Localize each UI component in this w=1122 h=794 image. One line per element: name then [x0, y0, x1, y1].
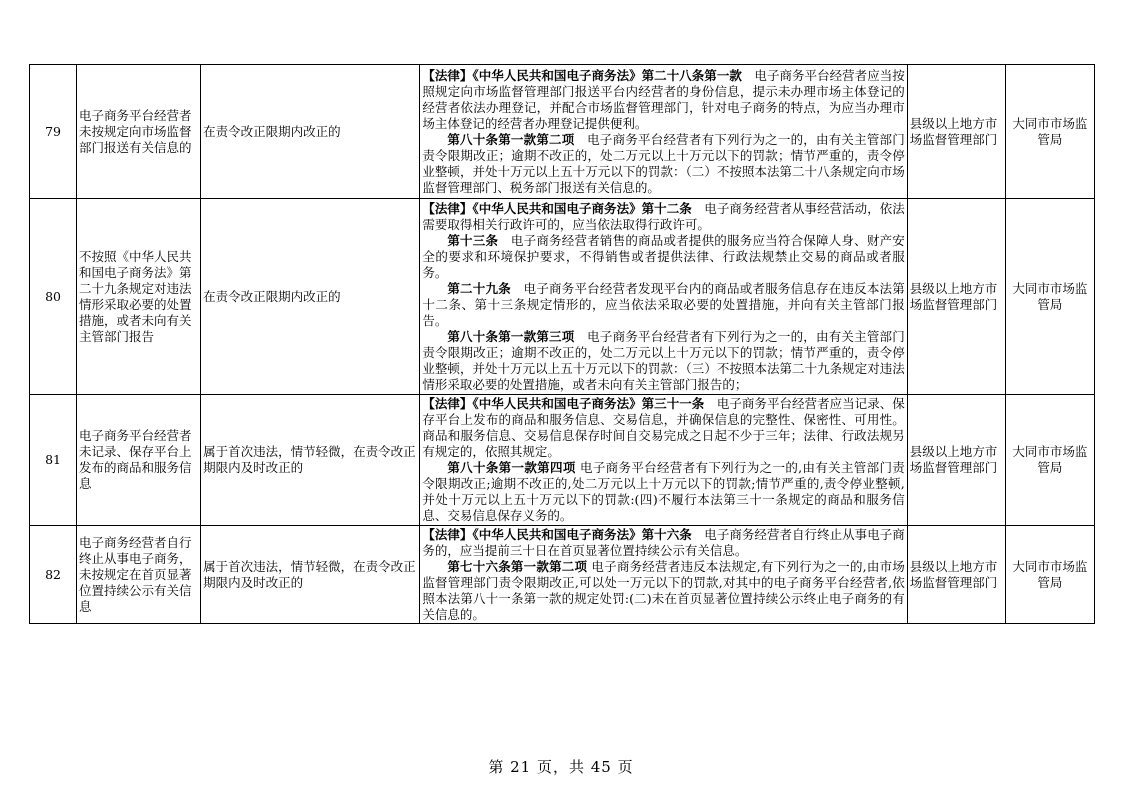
legal-basis: 【法律】《中华人民共和国电子商务法》第二十八条第一款 电子商务平台经营者应当按照规定向市场监督管理部门报送平台内经营者的身份信息，提示未办理市场主体登记的经营者依法办理登记，并配合市场监督管理部门，针对电子商务的特点，为应当办理市场主体登记的经营者办理登记提供便利。 第八十条第一款第二项 电子商务平台经营者有下列行为之一的，由有关主管部门责令限期改正；逾期不改正的，处二万元以上十万元以下的罚款；情节严重的，责令停业整顿，并处十万元以上五十万元以下的罚款：（二）不按照本法第二十八条规定向市场监督管理部门、税务部门报送有关信息的。	[420, 65, 907, 199]
violation-item: 电子商务平台经营者未按规定向市场监督部门报送有关信息的	[77, 65, 201, 199]
penalty-exemption-table	[29, 64, 1095, 624]
enforcement-authority: 县级以上地方市场监督管理部门	[907, 199, 1005, 395]
violation-item: 不按照《中华人民共和国电子商务法》第二十九条规定对违法情形采取必要的处置措施，或者未向有关主管部门报告	[77, 199, 201, 395]
implementing-department: 大同市市场监管局	[1005, 65, 1094, 199]
table-row	[30, 65, 1095, 199]
row-number: 82	[30, 526, 77, 624]
violation-item: 电子商务平台经营者未记录、保存平台上发布的商品和服务信息	[77, 395, 201, 526]
enforcement-authority: 县级以上地方市场监督管理部门	[907, 526, 1005, 624]
legal-basis: 【法律】《中华人民共和国电子商务法》第十二条 电子商务经营者从事经营活动，依法需要取得相关行政许可的，应当依法取得行政许可。 第十三条 电子商务经营者销售的商品或者提供的服务应当符合保障人身、财产安全的要求和环境保护要求，不得销售或者提供法律、行政法规禁止交易的商品或者服务。 第二十九条 电子商务平台经营者发现平台内的商品或者服务信息存在违反本法第十二条、第十三条规定情形的，应当依法采取必要的处置措施，并向有关主管部门报告。 第八十条第一款第三项 电子商务平台经营者有下列行为之一的，由有关主管部门责令限期改正；逾期不改正的，处二万元以上十万元以下的罚款；情节严重的，责令停业整顿，并处十万元以上五十万元以下的罚款：（三）不按照本法第二十九条规定对违法情形采取必要的处置措施，或者未向有关主管部门报告的；	[420, 199, 907, 395]
legal-basis: 【法律】《中华人民共和国电子商务法》第十六条 电子商务经营者自行终止从事电子商务的，应当提前三十日在首页显著位置持续公示有关信息。 第七十六条第一款第二项 电子商务经营者违反本法规定,有下列行为之一的,由市场监督管理部门责令限期改正,可以处一万元以下的罚款,对其中的电子商务平台经营者,依照本法第八十一条第一款的规定处罚:(二)未在首页显著位置持续公示终止电子商务的有关信息的。	[420, 526, 907, 624]
exemption-condition: 在责令改正限期内改正的	[201, 65, 420, 199]
row-number: 81	[30, 395, 77, 526]
page-number: 第 21 页，共 45 页	[488, 758, 634, 776]
enforcement-authority: 县级以上地方市场监督管理部门	[907, 395, 1005, 526]
table-row	[30, 199, 1095, 395]
exemption-condition: 属于首次违法，情节轻微，在责令改正期限内及时改正的	[201, 395, 420, 526]
exemption-condition: 在责令改正限期内改正的	[201, 199, 420, 395]
violation-item: 电子商务经营者自行终止从事电子商务，未按规定在首页显著位置持续公示有关信息	[77, 526, 201, 624]
implementing-department: 大同市市场监管局	[1005, 526, 1094, 624]
implementing-department: 大同市市场监管局	[1005, 199, 1094, 395]
legal-basis: 【法律】《中华人民共和国电子商务法》第三十一条 电子商务平台经营者应当记录、保存平台上发布的商品和服务信息、交易信息，并确保信息的完整性、保密性、可用性。商品和服务信息、交易信息保存时间自交易完成之日起不少于三年；法律、行政法规另有规定的，依照其规定。 第八十条第一款第四项 电子商务平台经营者有下列行为之一的,由有关主管部门责令限期改正;逾期不改正的,处二万元以上十万元以下的罚款;情节严重的,责令停业整顿,并处十万元以上五十万元以下的罚款:(四)不履行本法第三十一条规定的商品和服务信息、交易信息保存义务的。	[420, 395, 907, 526]
enforcement-authority: 县级以上地方市场监督管理部门	[907, 65, 1005, 199]
row-number: 80	[30, 199, 77, 395]
implementing-department: 大同市市场监管局	[1005, 395, 1094, 526]
exemption-condition: 属于首次违法，情节轻微，在责令改正期限内及时改正的	[201, 526, 420, 624]
table-row	[30, 395, 1095, 526]
row-number: 79	[30, 65, 77, 199]
table-row	[30, 526, 1095, 624]
